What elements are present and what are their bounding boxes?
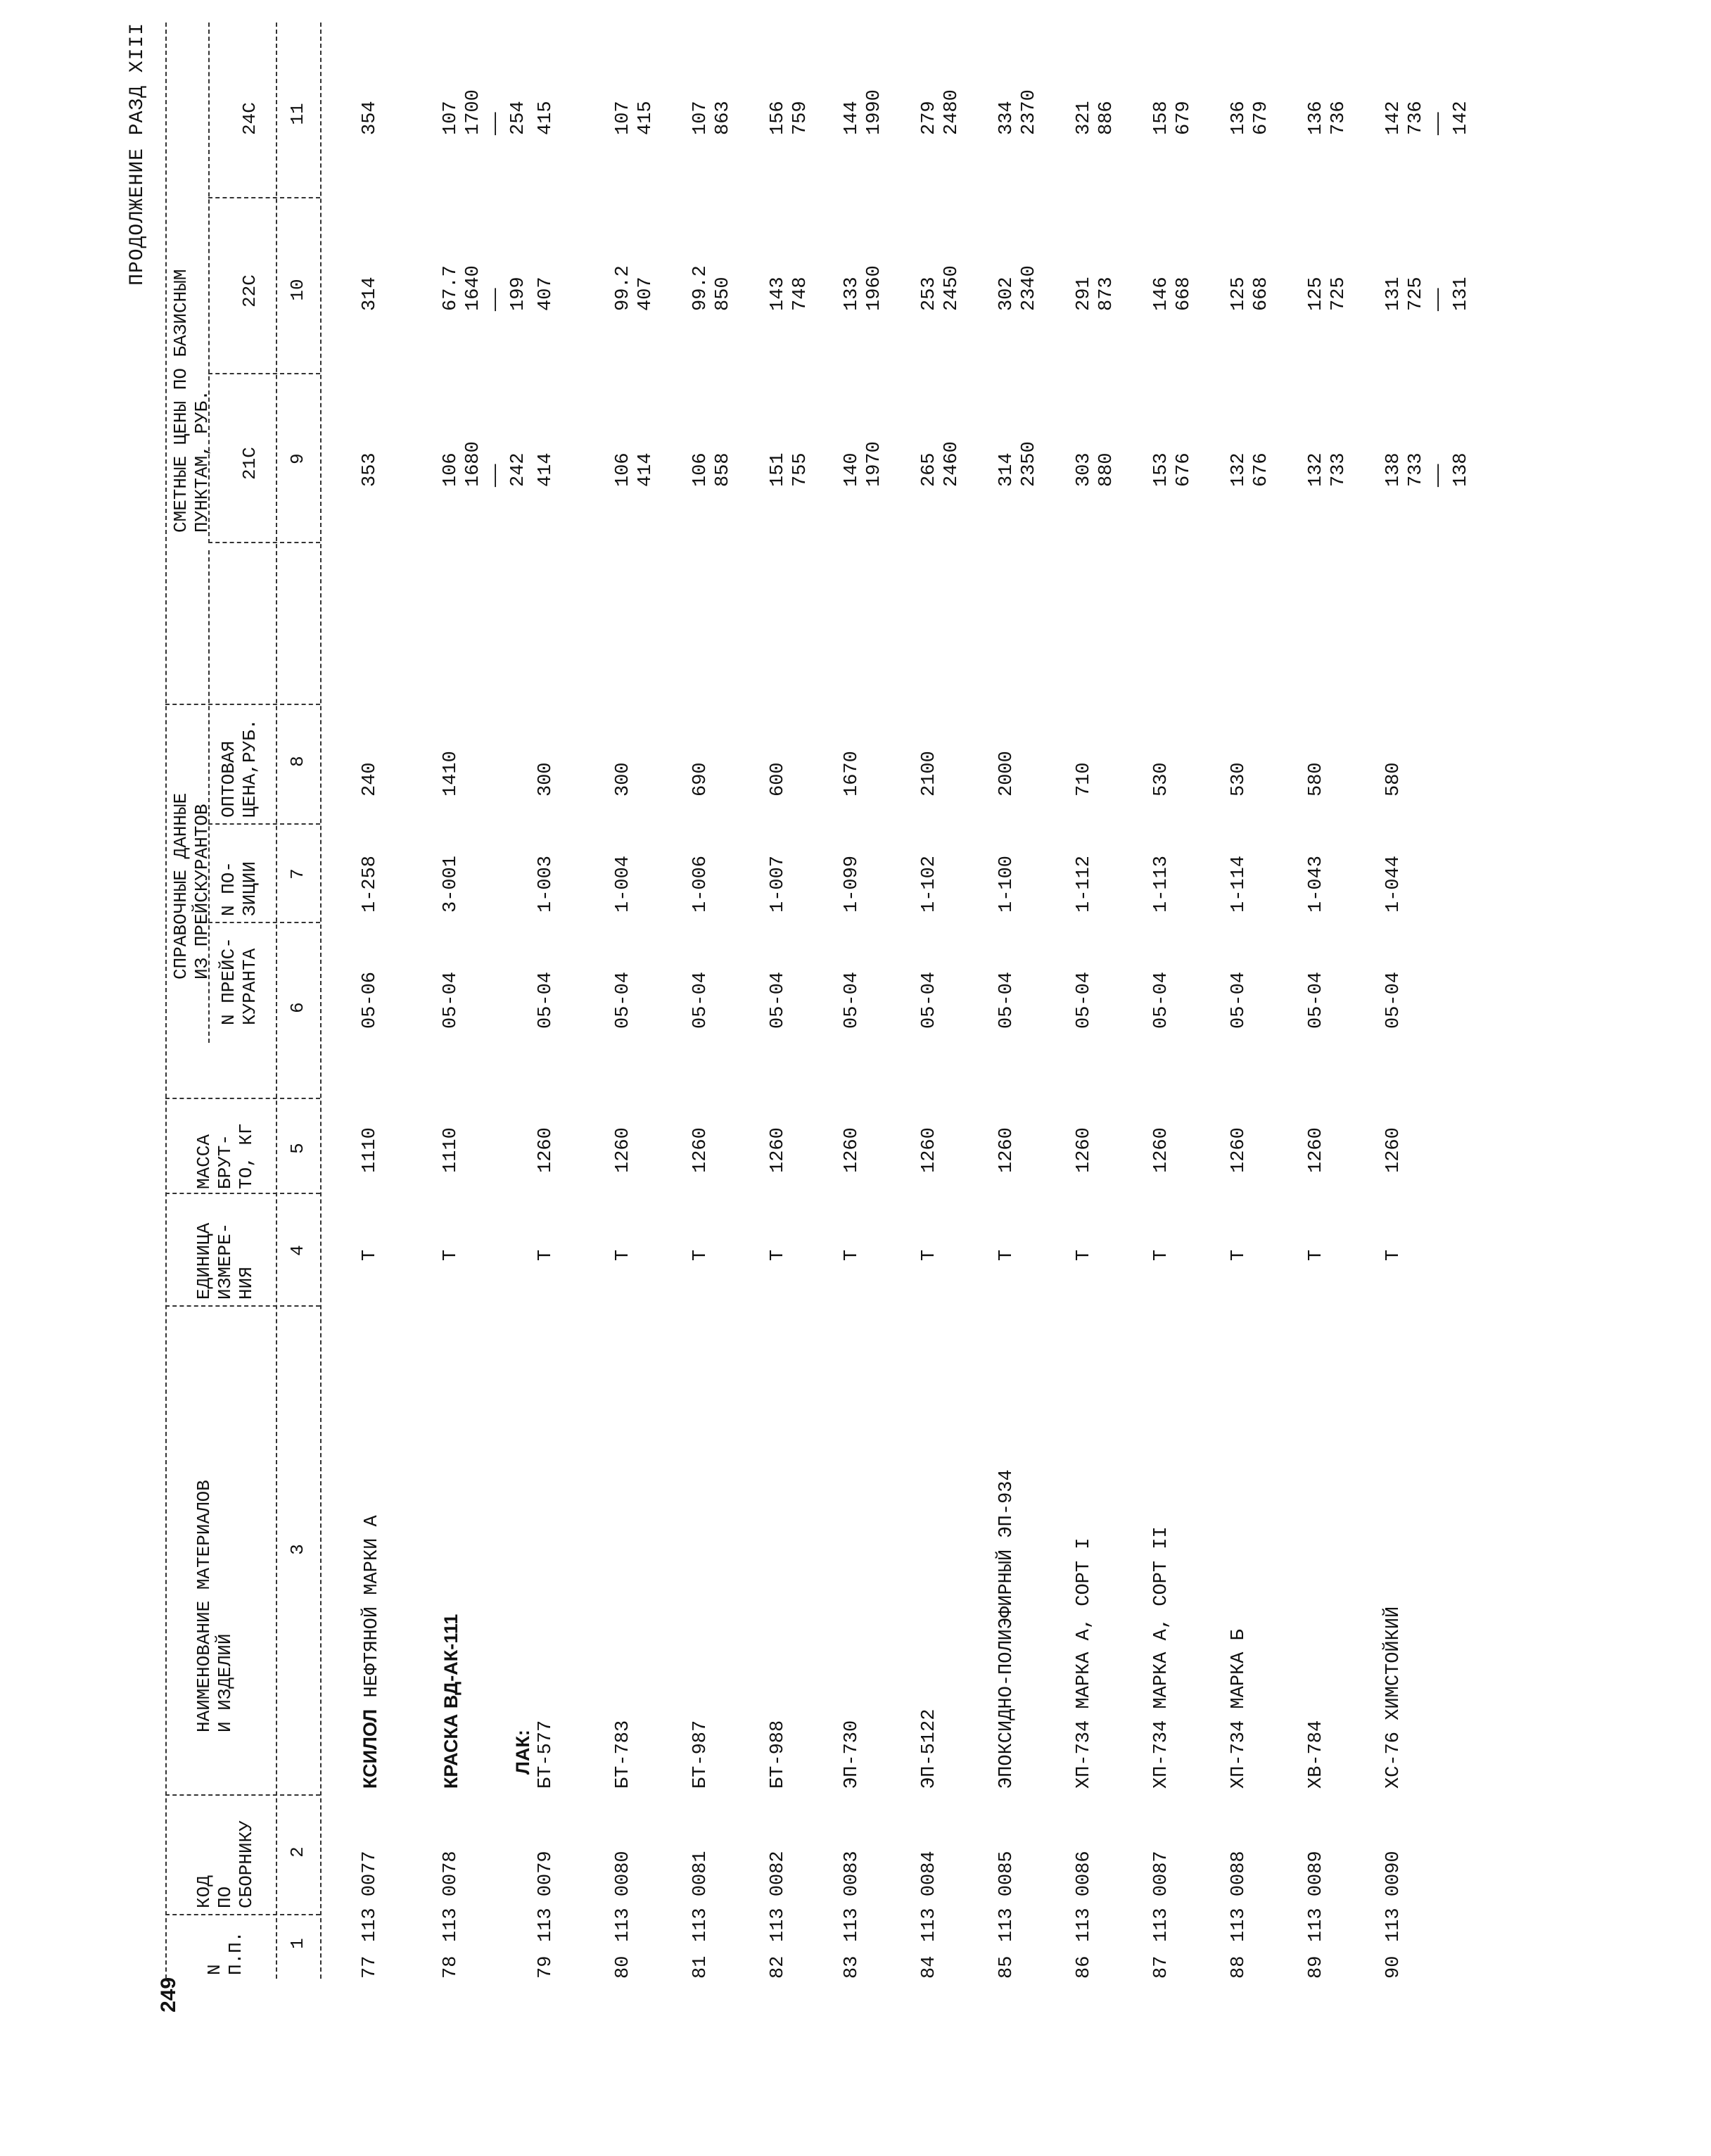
row-price-p21: 1970: [864, 441, 885, 487]
row-unit: Т: [919, 1249, 940, 1261]
row-mass: 1260: [535, 1127, 556, 1173]
header-c2: КОД ПО СБОРНИКУ: [193, 1820, 257, 1908]
colnum-2: 2: [287, 1846, 308, 1858]
row-price-p21: 151: [768, 452, 789, 487]
row-price-p24: 736: [1328, 101, 1349, 135]
row-number: 87: [1151, 1955, 1172, 1979]
row-name-text: БТ-987: [690, 1720, 711, 1789]
row-mass: 1260: [1074, 1127, 1095, 1173]
row-position: 1-113: [1151, 855, 1172, 913]
row-wholesale-price: 690: [690, 762, 711, 797]
header-c9: 21С: [239, 447, 260, 480]
row-price-p22: 668: [1251, 277, 1272, 311]
row-price-p22: 199: [508, 277, 529, 311]
row-code: 113 0077: [360, 1851, 381, 1942]
row-price-p21: 414: [635, 452, 656, 487]
row-price-p22: 143: [768, 277, 789, 311]
row-wholesale-price: 1410: [440, 751, 462, 797]
colnum-4: 4: [287, 1245, 308, 1256]
rule-top: [165, 23, 167, 1979]
row-price-p24: 158: [1151, 101, 1172, 135]
row-price-p21: ——: [485, 464, 507, 487]
header-c4: ЕДИНИЦА ИЗМЕРЕ- НИЯ: [193, 1222, 257, 1300]
header-c6: N ПРЕЙС- КУРАНТА: [218, 937, 260, 1025]
row-price-p22: 99.2: [690, 265, 711, 311]
row-code: 113 0090: [1383, 1851, 1404, 1942]
row-code: 113 0080: [613, 1851, 634, 1942]
row-unit: Т: [996, 1249, 1017, 1261]
row-price-p21: 414: [535, 452, 556, 487]
row-price-p21: 242: [508, 452, 529, 487]
row-price-p24: 736: [1406, 101, 1427, 135]
row-code: 113 0083: [841, 1851, 863, 1942]
row-name: [1150, 1526, 1173, 1789]
colnum-6: 6: [287, 1002, 308, 1013]
row-price-p24: 254: [508, 101, 529, 135]
row-number: 90: [1383, 1955, 1404, 1979]
colnum-3: 3: [287, 1544, 308, 1555]
row-price-p22: 2450: [941, 265, 962, 311]
row-wholesale-price: 580: [1306, 762, 1327, 797]
header-c1: N П.П.: [204, 1931, 246, 1975]
row-code: 113 0087: [1151, 1851, 1172, 1942]
row-price-p24: 2480: [941, 89, 962, 135]
row-pricelist: 05-04: [1151, 971, 1172, 1029]
col-sep-4: [165, 1193, 320, 1194]
row-wholesale-price: 600: [768, 762, 789, 797]
row-name-text: ХП-734 МАРКА Б: [1228, 1629, 1249, 1789]
row-number: 86: [1074, 1955, 1095, 1979]
row-price-p21: 106: [690, 452, 711, 487]
row-price-p22: 873: [1096, 277, 1117, 311]
row-price-p24: 156: [768, 101, 789, 135]
row-position: 1-043: [1306, 855, 1327, 913]
row-price-p21: 265: [919, 452, 940, 487]
row-price-p22: ——: [485, 288, 507, 311]
row-price-p24: 863: [713, 101, 734, 135]
row-price-p24: 107: [690, 101, 711, 135]
row-name-text: ЭП-5122: [919, 1708, 940, 1789]
row-position: 3-001: [440, 855, 462, 913]
page-number: 249: [157, 1977, 180, 2013]
row-mass: 1110: [360, 1127, 381, 1173]
row-price-p22: 302: [996, 277, 1017, 311]
row-name: [841, 1720, 863, 1789]
row-unit: Т: [360, 1249, 381, 1261]
row-number: 81: [690, 1955, 711, 1979]
row-unit: Т: [690, 1249, 711, 1261]
colnum-10: 10: [287, 279, 308, 301]
row-unit: Т: [768, 1249, 789, 1261]
header-c8: ОПТОВАЯ ЦЕНА,РУБ.: [218, 718, 260, 818]
col-sep-7: [208, 823, 320, 825]
row-code: 113 0085: [996, 1851, 1017, 1942]
row-name: [1228, 1629, 1250, 1789]
row-position: 1-003: [535, 855, 556, 913]
colnum-11: 11: [287, 103, 308, 125]
row-unit: Т: [440, 1249, 462, 1261]
row-price-p22: 146: [1151, 277, 1172, 311]
col-sep-11: [208, 197, 320, 198]
row-position: 1-258: [360, 855, 381, 913]
row-wholesale-price: 530: [1151, 762, 1172, 797]
row-price-p24: 2370: [1019, 89, 1040, 135]
row-price-p21: 733: [1406, 452, 1427, 487]
row-price-p22: 850: [713, 277, 734, 311]
row-pricelist: 05-06: [360, 971, 381, 1029]
col-sep-2: [165, 1794, 320, 1796]
row-price-p22: 668: [1173, 277, 1195, 311]
section-heading: ПРОДОЛЖЕНИЕ РАЗД XIII: [127, 23, 148, 286]
row-pricelist: 05-04: [1074, 971, 1095, 1029]
row-price-p21: 2460: [941, 441, 962, 487]
row-wholesale-price: 2100: [919, 751, 940, 797]
row-unit: Т: [1383, 1249, 1404, 1261]
row-price-p21: 755: [790, 452, 811, 487]
row-price-p21: 106: [613, 452, 634, 487]
row-name-text: ХП-734 МАРКА А, СОРТ I: [1074, 1537, 1095, 1789]
row-name-text: БТ-577: [535, 1720, 556, 1789]
row-code: 113 0089: [1306, 1851, 1327, 1942]
row-price-p22: 1640: [463, 265, 484, 311]
col-sep-6: [208, 922, 320, 923]
row-number: 82: [768, 1955, 789, 1979]
col-sep-5: [165, 1098, 320, 1099]
row-number: 85: [996, 1955, 1017, 1979]
row-price-p24: 142: [1451, 101, 1472, 135]
row-price-p24: 679: [1173, 101, 1195, 135]
row-name: [767, 1720, 789, 1789]
row-pricelist: 05-04: [535, 971, 556, 1029]
colnum-9: 9: [287, 453, 308, 464]
row-price-p22: 725: [1406, 277, 1427, 311]
row-price-p21: 1680: [463, 441, 484, 487]
row-price-p21: 676: [1173, 452, 1195, 487]
row-number: 83: [841, 1955, 863, 1979]
row-unit: Т: [535, 1249, 556, 1261]
row-name-text: НЕФТЯНОЙ МАРКИ А: [362, 1515, 383, 1709]
row-mass: 1110: [440, 1127, 462, 1173]
rule-header-bottom: [276, 23, 277, 1979]
row-name: [1382, 1606, 1405, 1789]
row-code: 113 0081: [690, 1851, 711, 1942]
row-number: 88: [1228, 1955, 1249, 1979]
row-pricelist: 05-04: [440, 971, 462, 1029]
row-price-p24: 679: [1251, 101, 1272, 135]
row-price-p21: 153: [1151, 452, 1172, 487]
row-number: 80: [613, 1955, 634, 1979]
row-price-p21: 138: [1451, 452, 1472, 487]
row-price-p24: 1990: [864, 89, 885, 135]
row-wholesale-price: 710: [1074, 762, 1095, 797]
row-price-p21: 880: [1096, 452, 1117, 487]
row-price-p21: 140: [841, 452, 863, 487]
row-name-text: БТ-988: [768, 1720, 789, 1789]
row-name: [359, 1515, 383, 1789]
row-unit: Т: [1151, 1249, 1172, 1261]
row-position: 1-006: [690, 855, 711, 913]
row-price-p22: 291: [1074, 277, 1095, 311]
row-name-text: БТ-783: [613, 1720, 634, 1789]
row-price-p24: 415: [635, 101, 656, 135]
row-price-p24: 107: [613, 101, 634, 135]
row-position: 1-112: [1074, 855, 1095, 913]
row-number: 89: [1306, 1955, 1327, 1979]
colnum-1: 1: [287, 1938, 308, 1949]
row-mass: 1260: [841, 1127, 863, 1173]
row-price-p24: 415: [535, 101, 556, 135]
row-position: 1-114: [1228, 855, 1249, 913]
row-name: [535, 1720, 557, 1789]
colnum-8: 8: [287, 756, 308, 767]
row-price-p21: 858: [713, 452, 734, 487]
row-price-p22: ——: [1428, 288, 1449, 311]
row-position: 1-099: [841, 855, 863, 913]
row-price-p21: 138: [1383, 452, 1404, 487]
row-position: 1-044: [1383, 855, 1404, 913]
row-mass: 1260: [1306, 1127, 1327, 1173]
row-pricelist: 05-04: [1383, 971, 1404, 1029]
row-mass: 1260: [919, 1127, 940, 1173]
col-sep-8: [165, 704, 320, 705]
row-pricelist: 05-04: [996, 971, 1017, 1029]
col-sep-1: [165, 1914, 320, 1915]
row-pricelist: 05-04: [841, 971, 863, 1029]
row-code: 113 0086: [1074, 1851, 1095, 1942]
row-position: 1-102: [919, 855, 940, 913]
row-price-p22: 314: [360, 277, 381, 311]
row-name-text: ХВ-784: [1306, 1720, 1327, 1789]
header-group-ref: СПРАВОЧНЫЕ ДАННЫЕ ИЗ ПРЕЙСКУРАНТОВ: [170, 792, 212, 979]
row-name: [612, 1720, 635, 1789]
row-price-p24: 142: [1383, 101, 1404, 135]
row-mass: 1260: [1228, 1127, 1249, 1173]
row-pricelist: 05-04: [690, 971, 711, 1029]
row-price-p22: 99.2: [613, 265, 634, 311]
row-code: 113 0088: [1228, 1851, 1249, 1942]
rotated-table-page: [127, 23, 1604, 1979]
row-price-p22: 125: [1228, 277, 1249, 311]
row-wholesale-price: 530: [1228, 762, 1249, 797]
row-name-bold: КСИЛОЛ: [360, 1708, 381, 1789]
row-price-p21: ——: [1428, 464, 1449, 487]
row-unit: Т: [613, 1249, 634, 1261]
row-code: 113 0078: [440, 1851, 462, 1942]
colnum-5: 5: [287, 1143, 308, 1154]
row-name: [440, 1614, 464, 1789]
row-wholesale-price: 2000: [996, 751, 1017, 797]
row-name-text: ХП-734 МАРКА А, СОРТ II: [1151, 1526, 1172, 1789]
header-c11: 24С: [239, 102, 260, 135]
row-price-p21: 314: [996, 452, 1017, 487]
row-price-p21: 676: [1251, 452, 1272, 487]
col-sep-9: [208, 542, 320, 543]
row-number: 84: [919, 1955, 940, 1979]
row-unit: Т: [1228, 1249, 1249, 1261]
row-price-p24: 321: [1074, 101, 1095, 135]
row-name: [1305, 1720, 1328, 1789]
row-price-p21: 2350: [1019, 441, 1040, 487]
row-position: 1-004: [613, 855, 634, 913]
row-wholesale-price: 300: [613, 762, 634, 797]
rule-numbers-bottom: [320, 23, 322, 1979]
row-price-p24: 886: [1096, 101, 1117, 135]
row-price-p22: 407: [635, 277, 656, 311]
row-price-p22: 2340: [1019, 265, 1040, 311]
row-price-p21: 733: [1328, 452, 1349, 487]
header-c7: N ПО- ЗИЦИИ: [218, 861, 260, 916]
row-name-text: ХС-76 ХИМСТОЙКИЙ: [1383, 1606, 1404, 1789]
row-mass: 1260: [996, 1127, 1017, 1173]
row-pricelist: 05-04: [768, 971, 789, 1029]
row-wholesale-price: 1670: [841, 751, 863, 797]
row-mass: 1260: [613, 1127, 634, 1173]
header-c10: 22С: [239, 274, 260, 307]
row-mass: 1260: [1151, 1127, 1172, 1173]
row-name-text: ЭПОКСИДНО-ПОЛИЭФИРНЫЙ ЭП-934: [996, 1469, 1017, 1789]
row-price-p22: 407: [535, 277, 556, 311]
row-pricelist: 05-04: [1228, 971, 1249, 1029]
row-wholesale-price: 300: [535, 762, 556, 797]
row-mass: 1260: [768, 1127, 789, 1173]
row-price-p24: 1700: [463, 89, 484, 135]
row-name: [996, 1469, 1018, 1789]
row-name: [918, 1709, 941, 1789]
row-price-p24: 136: [1228, 101, 1249, 135]
row-price-p24: 144: [841, 101, 863, 135]
row-price-p24: 759: [790, 101, 811, 135]
row-unit: Т: [1074, 1249, 1095, 1261]
row-unit: Т: [841, 1249, 863, 1261]
row-pricelist: 05-04: [1306, 971, 1327, 1029]
row-price-p21: 303: [1074, 452, 1095, 487]
row-price-p22: 748: [790, 277, 811, 311]
colnum-7: 7: [287, 868, 308, 880]
row-name: [689, 1720, 712, 1789]
row-position: 1-007: [768, 855, 789, 913]
row-number: 77: [360, 1955, 381, 1979]
row-price-p21: 106: [440, 452, 462, 487]
row-price-p21: 132: [1306, 452, 1327, 487]
row-price-p22: 131: [1383, 277, 1404, 311]
group-label-lak: ЛАК:: [512, 1730, 533, 1775]
row-price-p24: 334: [996, 101, 1017, 135]
row-number: 78: [440, 1955, 462, 1979]
row-name-text: ЭП-730: [841, 1720, 863, 1789]
row-price-p21: 353: [360, 452, 381, 487]
row-price-p24: 354: [360, 101, 381, 135]
col-sep-10: [208, 373, 320, 374]
row-mass: 1260: [1383, 1127, 1404, 1173]
row-pricelist: 05-04: [919, 971, 940, 1029]
row-position: 1-100: [996, 855, 1017, 913]
row-price-p22: 67.7: [440, 265, 462, 311]
row-code: 113 0079: [535, 1851, 556, 1942]
row-price-p24: 279: [919, 101, 940, 135]
row-unit: Т: [1306, 1249, 1327, 1261]
row-wholesale-price: 240: [360, 762, 381, 797]
row-number: 79: [535, 1955, 556, 1979]
row-price-p22: 133: [841, 277, 863, 311]
row-code: 113 0084: [919, 1851, 940, 1942]
row-mass: 1260: [690, 1127, 711, 1173]
row-code: 113 0082: [768, 1851, 789, 1942]
col-sep-3: [165, 1305, 320, 1307]
row-name: [1073, 1538, 1095, 1789]
row-pricelist: 05-04: [613, 971, 634, 1029]
row-price-p22: 253: [919, 277, 940, 311]
row-price-p22: 125: [1306, 277, 1327, 311]
row-price-p21: 132: [1228, 452, 1249, 487]
row-price-p24: ——: [1428, 112, 1449, 135]
header-c3: НАИМЕНОВАНИЕ МАТЕРИАЛОВ И ИЗДЕЛИЙ: [193, 1480, 236, 1732]
row-price-p22: 1960: [864, 265, 885, 311]
header-c5: МАССА БРУТ- ТО, КГ: [193, 1123, 257, 1189]
row-name-bold: КРАСКА ВД-АК-111: [440, 1613, 462, 1789]
row-price-p24: 136: [1306, 101, 1327, 135]
row-price-p22: 131: [1451, 277, 1472, 311]
header-group-price: СМЕТНЫЕ ЦЕНЫ ПО БАЗИСНЫМ ПУНКТАМ, РУБ.: [170, 269, 212, 533]
row-price-p24: 107: [440, 101, 462, 135]
row-price-p22: 725: [1328, 277, 1349, 311]
row-wholesale-price: 580: [1383, 762, 1404, 797]
row-price-p24: ——: [485, 112, 507, 135]
